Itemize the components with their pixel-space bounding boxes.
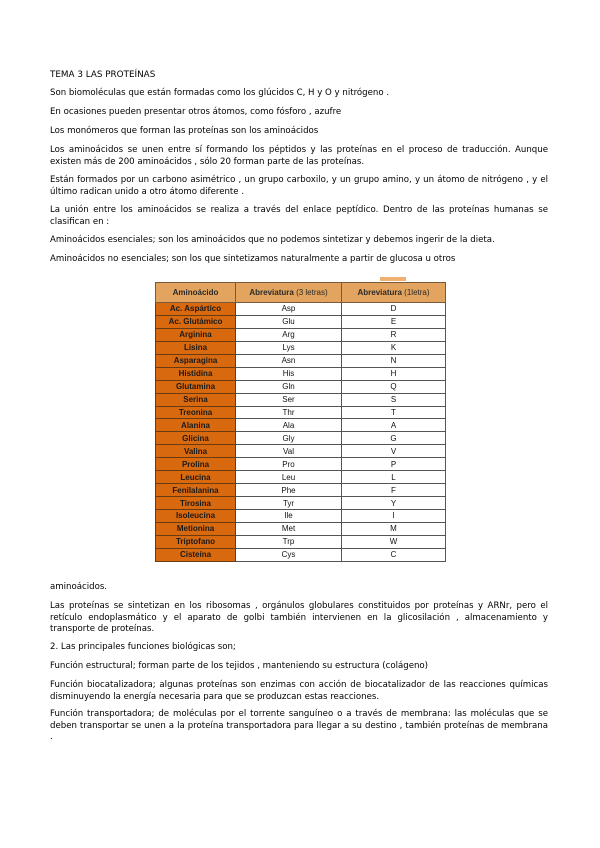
table-row [156, 548, 446, 561]
abbrev-3-cell: Asp [236, 303, 342, 316]
aminoacid-name: Isoleucina [156, 510, 236, 523]
abbrev-1-cell: Y [342, 497, 446, 510]
abbrev-1-cell: I [342, 510, 446, 523]
paragraph: En ocasiones pueden presentar otros átomos, como fósforo , azufre [50, 107, 342, 117]
abbrev-1-cell: L [342, 471, 446, 484]
paragraph: 2. Las principales funciones biológicas son; [50, 642, 236, 652]
abbrev-1-cell: S [342, 393, 446, 406]
abbrev-1-cell: R [342, 328, 446, 341]
abbrev-3-cell: Lys [236, 341, 342, 354]
abbrev-1-cell: T [342, 406, 446, 419]
abbrev-3-cell: Thr [236, 406, 342, 419]
paragraph: Son biomoléculas que están formadas como los glúcidos C, H y O y nitrógeno . [50, 88, 390, 98]
table-header-row [156, 283, 446, 303]
abbrev-1-cell: C [342, 548, 446, 561]
abbrev-1-cell: E [342, 315, 446, 328]
abbrev-3-cell: Gln [236, 380, 342, 393]
table-row [156, 315, 446, 328]
aminoacid-name: Triptofano [156, 535, 236, 548]
aminoacid-name: Metionina [156, 522, 236, 535]
abbrev-1-cell: A [342, 419, 446, 432]
paragraph: Los monómeros que forman las proteínas son los aminoácidos [50, 126, 319, 136]
paragraph: Aminoácidos esenciales; son los aminoácidos que no podemos sintetizar y debemos ingerir de la dieta. [50, 235, 495, 245]
table-row [156, 445, 446, 458]
table-row [156, 328, 446, 341]
paragraph: Aminoácidos no esenciales; son los que sintetizamos naturalmente a partir de glucosa u otros [50, 254, 456, 264]
table-row [156, 341, 446, 354]
abbrev-3-cell: Cys [236, 548, 342, 561]
abbrev-1-cell: N [342, 354, 446, 367]
aminoacid-name: Histidina [156, 367, 236, 380]
abbrev-3-cell: His [236, 367, 342, 380]
abbrev-1-cell: H [342, 367, 446, 380]
abbrev-3-cell: Asn [236, 354, 342, 367]
table-row [156, 380, 446, 393]
aminoacid-name: Asparagina [156, 354, 236, 367]
amino-acid-table [155, 282, 445, 568]
table-row [156, 458, 446, 471]
abbrev-3-cell: Tyr [236, 497, 342, 510]
abbrev-3-cell: Trp [236, 535, 342, 548]
table-row [156, 367, 446, 380]
abbrev-1-cell: K [342, 341, 446, 354]
abbrev-3-cell: Ser [236, 393, 342, 406]
abbrev-1-cell: D [342, 303, 446, 316]
abbrev-3-cell: Val [236, 445, 342, 458]
paragraph: Los aminoácidos se unen entre sí formando los péptidos y las proteínas en el proceso de traducción. Aunque existen más de 200 aminoácidos , sólo 20 forman parte de las proteínas. [50, 145, 548, 167]
paragraph: Función biocatalizadora; algunas proteínas son enzimas con acción de biocatalizador de las reacciones químicas disminuyendo la energía necesaria para que se produzcan estas reacciones. [50, 680, 548, 702]
abbrev-1-cell: W [342, 535, 446, 548]
aminoacid-name: Ac. Aspártico [156, 303, 236, 316]
abbrev-3-cell: Phe [236, 484, 342, 497]
table-row [156, 354, 446, 367]
paragraph: aminoácidos. [50, 582, 108, 592]
abbrev-3-cell: Gly [236, 432, 342, 445]
header-abbrev-3: Abreviatura (3 letras) [236, 283, 342, 303]
paragraph: Las proteínas se sintetizan en los ribosomas , orgánulos globulares constituidos por proteínas y ARNr, pero el retículo endoplasmático y el aparato de golbi también intervienen en la glicosilación , almacenamiento y transporte de proteínas. [50, 601, 548, 634]
abbrev-1-cell: Q [342, 380, 446, 393]
abbrev-3-cell: Arg [236, 328, 342, 341]
abbrev-1-cell: P [342, 458, 446, 471]
paragraph: Están formados por un carbono asimétrico , un grupo carboxilo, y un grupo amino, y un átomo de nitrógeno , y el último radican unido a otro átomo diferente . [50, 175, 548, 197]
abbrev-1-cell: M [342, 522, 446, 535]
header-abbrev-1: Abreviatura (1letra) [342, 283, 446, 303]
paragraph: Función transportadora; de moléculas por el torrente sanguíneo o a través de membrana: las moléculas que se deben transportar se unen a la proteína transportadora para llegar a su destino , también proteínas de membrana . [50, 709, 548, 742]
table-row [156, 406, 446, 419]
aminoacid-name: Serina [156, 393, 236, 406]
abbrev-3-cell: Leu [236, 471, 342, 484]
table-row [156, 471, 446, 484]
highlight-mark [380, 277, 406, 281]
table-row [156, 522, 446, 535]
table-row [156, 535, 446, 548]
aminoacid-name: Leucina [156, 471, 236, 484]
table-row [156, 432, 446, 445]
abbrev-3-cell: Ala [236, 419, 342, 432]
abbrev-3-cell: Pro [236, 458, 342, 471]
abbrev-1-cell: G [342, 432, 446, 445]
abbrev-3-cell: Met [236, 522, 342, 535]
table-row [156, 484, 446, 497]
abbrev-1-cell: V [342, 445, 446, 458]
aminoacid-name: Fenilalanina [156, 484, 236, 497]
paragraph: La unión entre los aminoácidos se realiza a través del enlace peptídico. Dentro de las proteínas humanas se clasifican en : [50, 205, 548, 227]
aminoacid-name: Treonina [156, 406, 236, 419]
table-row [156, 510, 446, 523]
abbrev-3-cell: Ile [236, 510, 342, 523]
aminoacid-name: Arginina [156, 328, 236, 341]
header-aminoacid: Aminoácido [156, 283, 236, 303]
table-row [156, 393, 446, 406]
table-row [156, 419, 446, 432]
aminoacid-name: Valina [156, 445, 236, 458]
abbrev-3-cell: Glu [236, 315, 342, 328]
aminoacid-name: Alanina [156, 419, 236, 432]
table-row [156, 303, 446, 316]
aminoacid-name: Glutamina [156, 380, 236, 393]
amino-acid-table-grid [155, 282, 446, 562]
aminoacid-name: Ac. Glutámico [156, 315, 236, 328]
aminoacid-name: Tirosina [156, 497, 236, 510]
page-title: TEMA 3 LAS PROTEÍNAS [50, 70, 156, 80]
aminoacid-name: Cisteína [156, 548, 236, 561]
table-row [156, 497, 446, 510]
aminoacid-name: Prolina [156, 458, 236, 471]
abbrev-1-cell: F [342, 484, 446, 497]
aminoacid-name: Lisina [156, 341, 236, 354]
paragraph: Función estructural; forman parte de los tejidos , manteniendo su estructura (colágeno) [50, 661, 429, 671]
aminoacid-name: Glicina [156, 432, 236, 445]
